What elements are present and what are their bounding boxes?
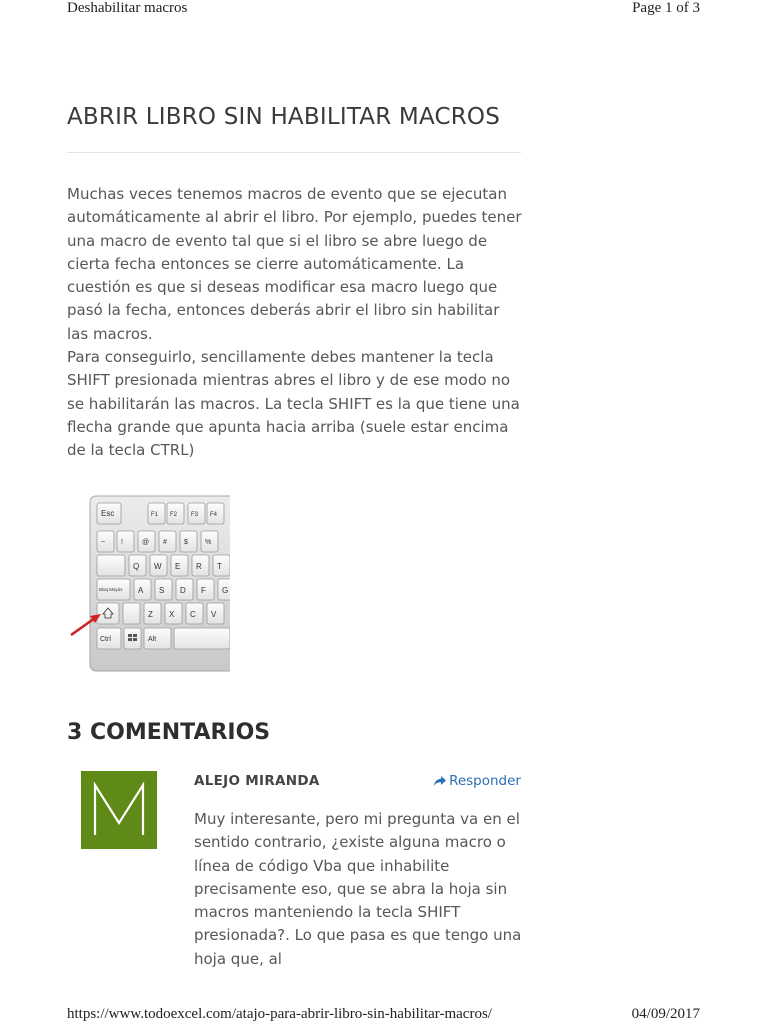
key-1: ! bbox=[121, 539, 123, 546]
key-alt: Alt bbox=[148, 636, 157, 643]
page-number: Page 1 of 3 bbox=[632, 0, 700, 16]
page-url: https://www.todoexcel.com/atajo-para-abrir-libro-sin-habilitar-macros/ bbox=[67, 1006, 492, 1022]
reply-label[interactable]: Responder bbox=[449, 773, 521, 789]
key-tilde: ~ bbox=[101, 539, 106, 546]
avatar bbox=[81, 771, 157, 849]
key-t: T bbox=[217, 562, 222, 571]
page-header-title: Deshabilitar macros bbox=[67, 0, 188, 16]
key-x: X bbox=[169, 610, 175, 619]
key-f3: F3 bbox=[191, 512, 199, 518]
article-paragraph-2: Para conseguirlo, sencillamente debes mantener la tecla SHIFT presionada mientras abres el libro y de ese modo no se habilitarán las macros. La tecla SHIFT es la que tiene una flecha grande que apunta hacia arriba (suele estar encima de la tecla CTRL) bbox=[67, 348, 520, 460]
key-f1: F1 bbox=[151, 512, 159, 518]
key-2: @ bbox=[142, 539, 150, 546]
key-caps: Bloq Mayús bbox=[99, 587, 123, 592]
key-5: % bbox=[205, 539, 212, 546]
reply-link[interactable] bbox=[433, 773, 521, 789]
key-w: W bbox=[154, 562, 162, 571]
key-a: A bbox=[138, 586, 144, 595]
key-s: S bbox=[159, 586, 165, 595]
reply-arrow-icon bbox=[433, 775, 447, 787]
key-g: G bbox=[222, 586, 229, 595]
key-c: C bbox=[190, 610, 196, 619]
print-date: 04/09/2017 bbox=[631, 1006, 700, 1022]
comments-heading: 3 COMENTARIOS bbox=[67, 720, 271, 745]
key-q: Q bbox=[133, 562, 140, 571]
key-r: R bbox=[196, 562, 202, 571]
comment-author: ALEJO MIRANDA bbox=[194, 773, 320, 789]
keyboard-image bbox=[68, 494, 230, 674]
key-f: F bbox=[201, 586, 206, 595]
title-divider bbox=[67, 152, 521, 153]
comment-text: Muy interesante, pero mi pregunta va en el sentido contrario, ¿existe alguna macro o línea de código Vba que inhabilite precisamente eso, que se abra la hoja sin macros manteniendo la tecla SHIFT presionada?. Lo que pasa es que tengo una hoja que, al bbox=[194, 810, 522, 968]
key-f2: F2 bbox=[170, 512, 178, 518]
article-paragraph-1: Muchas veces tenemos macros de evento que se ejecutan automáticamente al abrir el libro. Por ejemplo, puedes tener una macro de evento tal que si el libro se abre luego de cierta fecha entonces se cierre automáticamente. La cuestión es que si deseas modificar esa macro luego que pasó la fecha, entonces deberás abrir el libro sin habilitar las macros. bbox=[67, 185, 522, 343]
article-title: ABRIR LIBRO SIN HABILITAR MACROS bbox=[67, 104, 501, 130]
avatar-letter-m bbox=[81, 771, 157, 849]
key-z: Z bbox=[148, 610, 153, 619]
key-v: V bbox=[211, 610, 217, 619]
key-esc: Esc bbox=[101, 509, 115, 518]
key-ctrl: Ctrl bbox=[100, 636, 111, 643]
key-4: $ bbox=[184, 539, 188, 546]
key-3: # bbox=[163, 539, 167, 546]
key-f4: F4 bbox=[210, 512, 218, 518]
key-d: D bbox=[180, 586, 186, 595]
key-e: E bbox=[175, 562, 181, 571]
